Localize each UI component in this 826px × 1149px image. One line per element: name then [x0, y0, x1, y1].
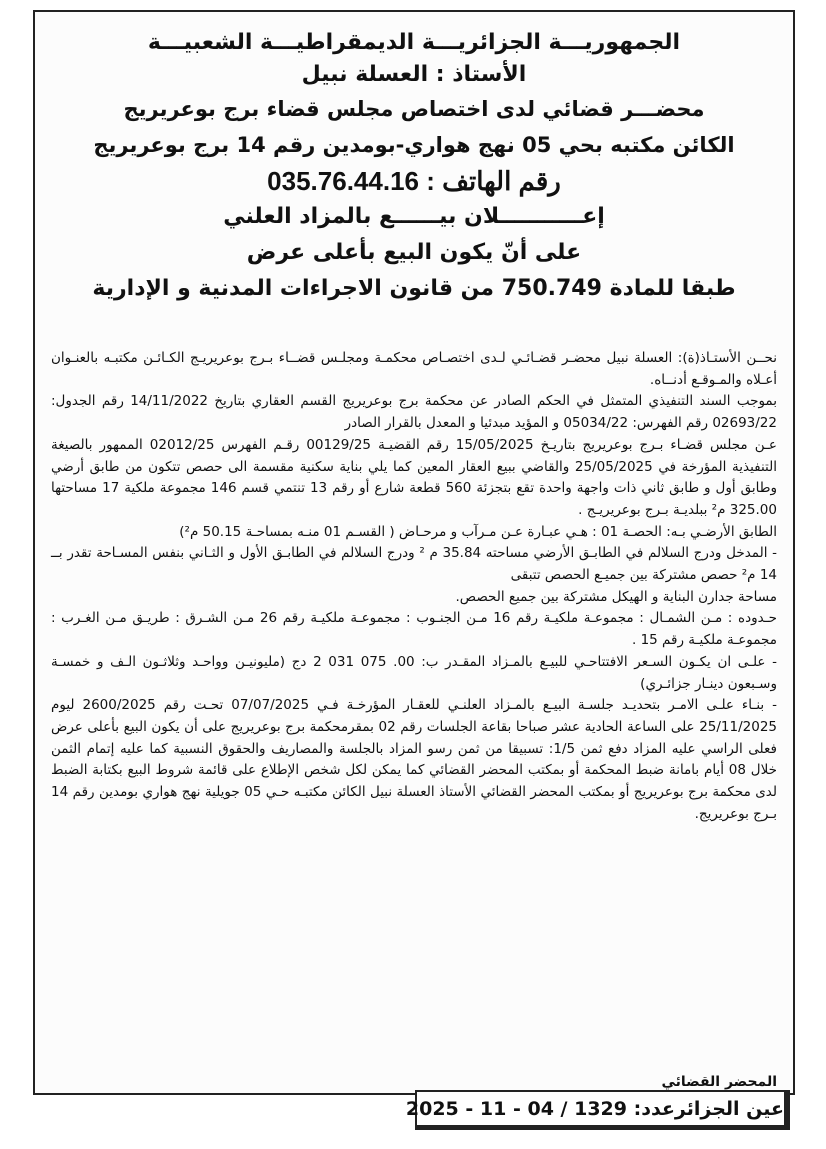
sale-condition: على أنّ يكون البيع بأعلى عرض	[246, 240, 582, 265]
paragraph-boundaries: حـدوده : مـن الشمـال : مجموعـة ملكيـة رقم 16 مـن الجنـوب : مجموعـة ملكيـة رقم 26 مـن الشـرق : طريـق مـن الغـرب : مجموعـة ملكيـة رقم 15 .	[51, 610, 777, 649]
office-address: الكائن مكتبه بحي 05 نهج هواري-بومدين رقم 14 برج بوعريريج	[93, 133, 735, 157]
paragraph-intro: نحــن الأستـاذ(ة): العسلة نبيل محضـر قضـائـي لـدى اختصـاص محكمـة ومجلـس قضــاء بـرج بوعريريـج الكـائـن مكتبـه بالعنـوان أعـلاه والمـوقـع أدنــاه.	[51, 350, 777, 388]
phone-number: رقم الهاتف : 035.76.44.16	[267, 166, 561, 196]
bailiff-signature: المحضر القضائي	[661, 1074, 777, 1090]
notice-body	[51, 348, 777, 825]
notice-header	[35, 26, 793, 307]
bailiff-name: الأستاذ : العسلة نبيل	[301, 62, 527, 87]
paragraph-opening-price: - علـى ان يكـون السـعر الافتتاحـي للبيـع بالمـزاد المقـدر ب: 00. 075 031 2 دج (مليونيـن وواحـد وثلاثـون الـف و خمسـة وسـبعون دينـار جزائـري)	[51, 653, 777, 692]
paragraph-ground-floor: الطابق الأرضـي بـه: الحصـة 01 : هـي عبـارة عـن مـرآب و مرحـاض ( القسـم 01 منـه بمساحـة 50.15 م²)	[179, 523, 777, 540]
announcement-title: إعـــــــــــلان بيــــــع بالمزاد العلني	[223, 204, 605, 229]
bailiff-title: محضـــر قضائي لدى اختصاص مجلس قضاء برج بوعريريج	[123, 97, 705, 121]
notice-frame	[33, 10, 795, 1095]
paragraph-property: عـن مجلس قضـاء بـرج بوعريريج بتاريـخ 15/05/2025 رقم القضيـة 00129/25 رقـم الفهرس 02012/25 الممهور بالصيغة التنفيذية المؤرخة في 25/05/2025 والقاضي ببيع العقار المعين كما يلي بناية سكنية مقسمة الى حصص تتكون من طابق أرضي وطابق أول و طابق ثاني ذات واجهة واحدة تقع بتجزئة 560 قطعة شارع أو رقم 13 تنتمي قسم 146 مجموعة ملكية 17 مساحتها 325.00 م² ببلديـة بـرج بوعريريـج .	[51, 436, 778, 518]
publication-reference: عين الجزائرعدد: 1329 / 04 - 11 - 2025	[415, 1090, 790, 1130]
paragraph-title-deed: بموجب السند التنفيذي المتمثل في الحكم الصادر عن محكمة برج بوعريريج القسم العقاري بتاريخ 14/11/2022 رقم الجدول: 02693/22 رقم الفهرس: 05034/22 و المؤيد مبدئيا و المعدل بالقرار الصادر	[51, 393, 777, 432]
paragraph-entrance: - المدخل ودرج السلالم في الطابـق الأرضي مساحته 35.84 م ² ودرج السلالم في الطابـق الأول و الثـاني بنفس المسـاحة تقدر بــ 14 م² حصص مشتركة بين جميـع الحصص تتبقى	[51, 545, 777, 584]
paragraph-auction-session: - بنـاء علـى الامـر بتحديـد جلسـة البيـع بالمـزاد العلنـي للعقـار المؤرخـة فـي 07/07/2025 تحـت رقم 2600/2025 ليوم 25/11/2025 على الساعة الحادية عشر صباحا بقاعة الجلسات رقم 02 بمقرمحكمة برج بوعريريج على أن يكون البيع بأعلى عرض فعلى الراسي عليه المزاد دفع ثمن 1/5: تسبيقا من ثمن رسو المزاد بالجلسة والمصاريف والحقوق النسبية كما عليه إتمام الثمن خلال 08 أيام بامانة ضبط المحكمة أو بمكتب المحضر القضائي كما يمكن لكل شخص الإطلاع على قائمة شروط البيع بكتابة الضبط لدى محكمة برج بوعريريج أو بمكتب المحضر القضائي الأستاذ العسلة نبيل الكائن مكتبـه حـي 05 جويلية نهج هواري بومدين رقم 14 بـرج بوعريريج.	[51, 697, 778, 822]
republic-title: الجمهوريـــة الجزائريـــة الديمقراطيـــة الشعبيـــة	[147, 30, 681, 55]
legal-basis: طبقا للمادة 750.749 من قانون الاجراءات المدنية و الإدارية	[92, 276, 736, 301]
paragraph-walls: مساحة جدارن البناية و الهيكل مشتركة بين جميع الحصص.	[455, 588, 777, 605]
